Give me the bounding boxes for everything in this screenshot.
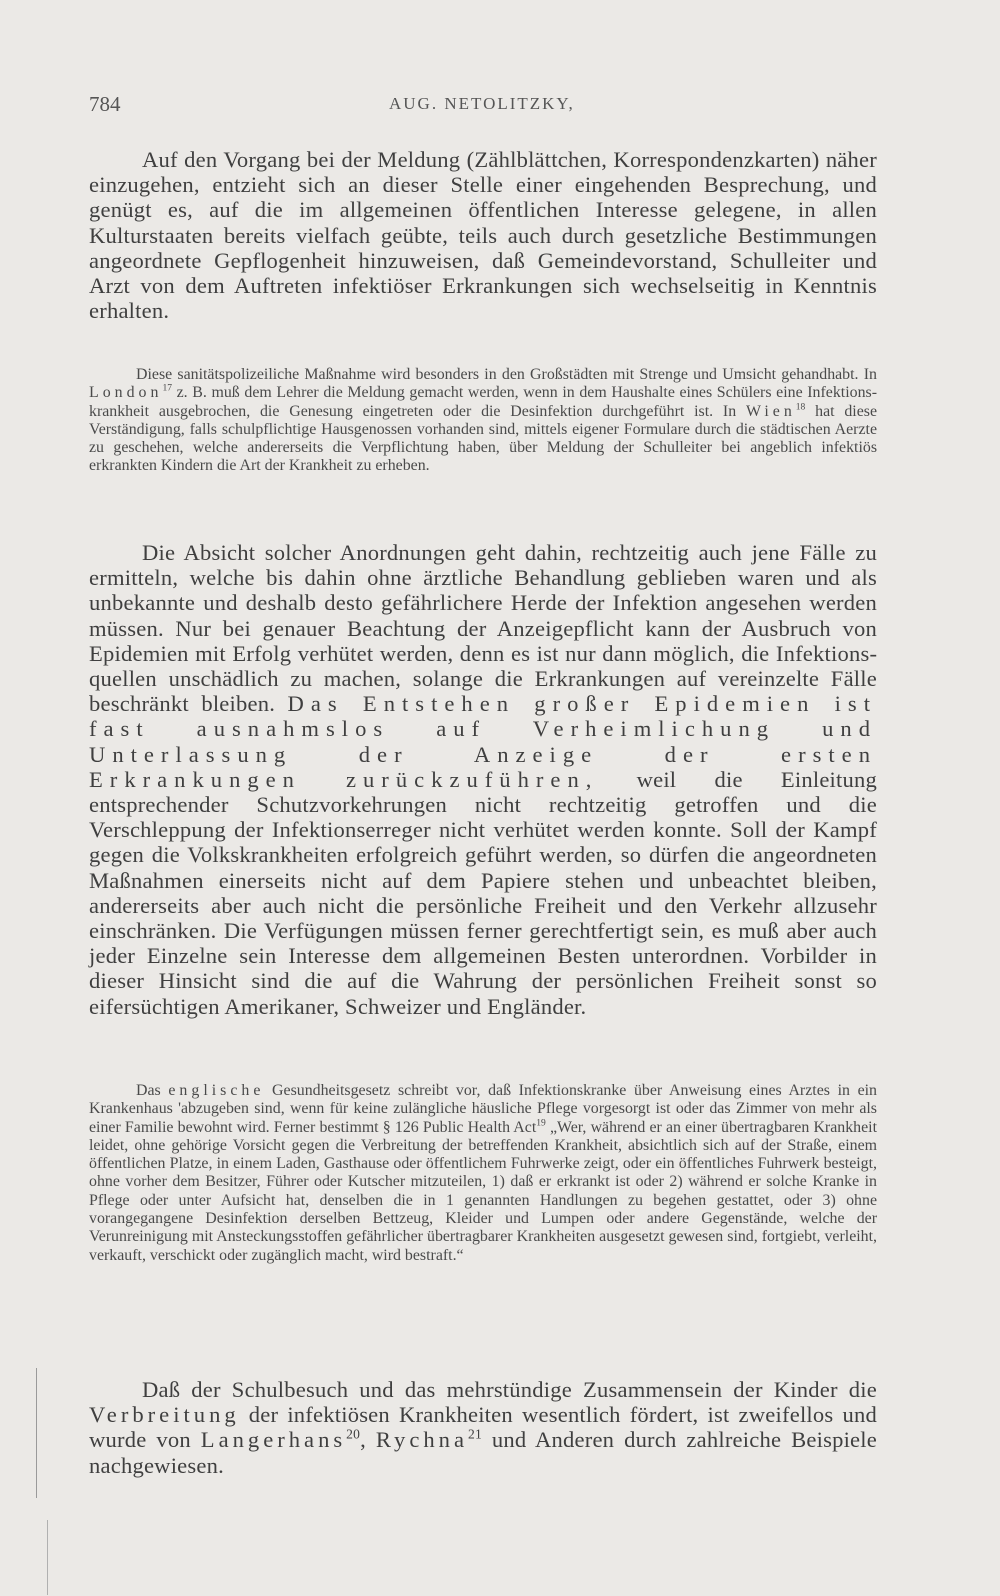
paragraph-2 <box>89 540 877 1019</box>
para3-text-d: und Anderen durch zahlreiche Beispiele nachgewiesen. <box>89 1427 877 1478</box>
note2-englische: englische <box>168 1082 265 1099</box>
para3-langerhans: Langerhans <box>200 1427 347 1453</box>
para2-text-b: weil die Einleitung entsprechender Schutzvorkehrungen nicht rechtzeitig getroffen und die Verschleppung der Infektionserreger nicht verhütet werden konnte. Soll der Kampf gegen die Volkskrankheiten erfolgreich geführt werden, so dürfen die angeordneten Maßnahmen einerseits nicht auf dem Papiere stehen und unbeachtet bleiben, andererseits aber auch nicht die persönliche Freiheit und den Verkehr allzusehr einschränken. Die Verfügungen müssen ferner gerechtfertigt sein, es muß aber auch jeder Einzelne sein Interesse dem allgemeinen Besten unterordnen. Vorbilder in dieser Hinsicht sind die auf die Wahrung der persönlichen Freiheit sonst so eifersüchtigen Amerikaner, Schweizer und Engländer. <box>89 766 877 1019</box>
para3-ref-21: 21 <box>467 1426 482 1442</box>
para3-rychna: Rychna <box>375 1427 468 1453</box>
paragraph-1: Auf den Vorgang bei der Meldung (Zählblättchen, Korrespondenzkarten) näher einzugehen, entzieht sich an dieser Stelle einer eingehenden Besprechung, und genügt es, auf die im allgemeinen öffentlichen Interesse gelegene, in allen Kulturstaaten bereits vielfach geübte, teils auch durch gesetzliche Bestimmungen angeordnete Gepflogenheit hinzuweisen, daß Gemeindevorstand, Schulleiter und Arzt von dem Auftreten infektiöser Erkrankungen sich wechselseitig in Kenntnis erhalten. <box>89 147 877 324</box>
note2-text-b: Gesundheitsgesetz schreibt vor, daß Infektionskranke über Anweisung eines Arztes in ein Krankenhaus 'abzugeben sind, wenn für keine zulängliche häusliche Pflege vorgesorgt ist oder das Zimmer von mehr als einer Familie bewohnt wird. Ferner bestimmt § 126 Public Health Act <box>89 1082 878 1136</box>
footnote-block-1 <box>89 366 877 476</box>
note1-text-b: z. B. muß dem Lehrer die Meldung gemacht werden, wenn in dem Haushalte eines Schülers eine Infektionskrankheit ausgebrochen, die Genesung eingetreten oder die Desinfektion durchgeführt ist. In <box>89 384 877 420</box>
note1-ref-17: 17 <box>162 383 172 394</box>
para2-text-a: Die Absicht solcher Anordnungen geht dahin, rechtzeitig auch jene Fälle zu ermitteln, welche bis dahin ohne ärztliche Behandlung geblieben waren und als unbekannte und deshalb desto gefährlichere Herde der Infektion angesehen werden müssen. Nur bei genauer Beachtung der Anzeigepflicht kann der Ausbruch von Epidemien mit Erfolg verhütet werden, denn es ist nur dann möglich, die Infektionsquellen unschädlich zu machen, solange die Erkrankungen auf vereinzelte Fälle beschränkt bleiben. <box>89 540 877 717</box>
note1-text-a: Diese sanitätspolizeiliche Maßnahme wird besonders in den Großstädten mit Strenge und Umsicht gehandhabt. In <box>136 366 877 383</box>
note2-text-c: „Wer, während er an einer übertragbaren Krankheit leidet, ohne gehörige Vorsicht gegen die Verbreitung der betreffenden Krankheit, absichtlich sich auf der Straße, einem öffentlichen Platze, in einem Laden, Gasthause oder öffentlichem Fuhrwerke zeigt, oder ein öffentliches Fuhrwerk besteigt, ohne vorher dem Besitzer, Führer oder Kutscher mitzuteilen, 1) daß er erkrankt ist oder 2) während er solche Kranke in Pflege oder unter Aufsicht hat, denselben die in 1 genannten Handlungen zu begehen gestattet, oder 3) ohne vorangegangene Desinfektion derselben Bettzeug, Kleider und Lumpen oder andere Gegenstände, welche der Verunreinigung mit Ansteckungsstoffen gefährlicher übertragbarer Krankheiten ausgesetzt gewesen sind, fortgiebt, verleiht, verkauft, verschickt oder zugänglich macht, wird bestraft.“ <box>89 1118 877 1264</box>
margin-pencil-mark <box>36 1368 37 1498</box>
page-number: 784 <box>89 92 121 116</box>
page-header <box>89 92 878 122</box>
margin-pencil-mark-lower <box>47 1520 48 1595</box>
note1-london: London <box>89 384 163 402</box>
para3-ref-20: 20 <box>346 1426 361 1442</box>
note2-ref-19: 19 <box>536 1117 546 1129</box>
paragraph-3 <box>89 1377 877 1478</box>
para2-emphasis: Das Entstehen großer Epidemien ist fast ausnahmslos auf Verheimlichung und Unterlassung der Anzeige der ersten Erkrankungen zurückzuführen, <box>89 691 877 792</box>
running-head: AUG. NETOLITZKY, <box>389 94 575 113</box>
para3-text-b: der infektiösen Krankheiten wesentlich fördert, ist zweifellos und wurde von <box>89 1402 877 1453</box>
note2-text-a: Das <box>136 1082 169 1099</box>
note1-wien: Wien <box>745 402 796 420</box>
note1-text-c: hat diese Verständigung, falls schulpflichtige Hausgenossen vorhanden sind, mittels eigener Formulare durch die städtischen Aerzte zu geschehen, welche andererseits die Verpflichtung haben, über Meldung der Schulleiter bei angeblich infektiös erkrankten Kindern die Art der Krankheit zu erheben. <box>89 402 878 475</box>
para3-text-c: , <box>360 1427 376 1453</box>
footnote-block-2 <box>89 1082 877 1265</box>
note1-ref-18: 18 <box>795 401 806 413</box>
para3-text-a: Daß der Schulbesuch und das mehrstündige Zusammensein der Kinder die <box>142 1377 877 1402</box>
para3-verbreitung: Verbreitung <box>89 1402 240 1428</box>
